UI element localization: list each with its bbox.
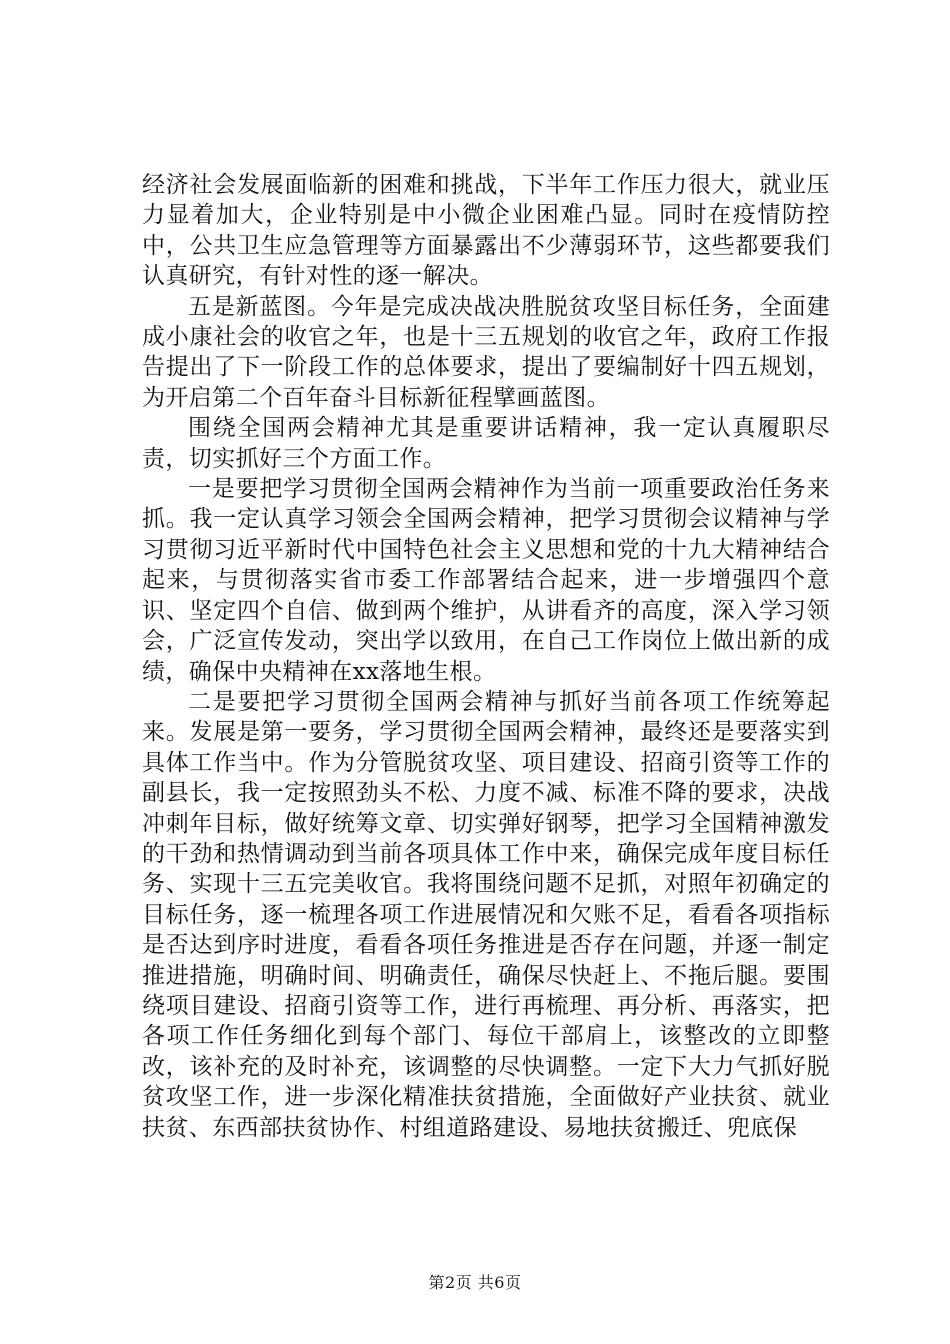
- paragraph-2: 五是新蓝图。今年是完成决战决胜脱贫攻坚目标任务，全面建成小康社会的收官之年，也是十三五规划的收官之年，政府工作报告提出了下一阶段工作的总体要求，提出了要编制好十四五规划，为开启第二个百年奋斗目标新征程擘画蓝图。: [142, 293, 830, 411]
- paragraph-3: 围绕全国两会精神尤其是重要讲话精神，我一定认真履职尽责，切实抓好三个方面工作。: [142, 415, 830, 472]
- page-footer: 第2页 共6页: [428, 1273, 522, 1292]
- paragraph-1: 经济社会发展面临新的困难和挑战，下半年工作压力很大，就业压力显着加大，企业特别是中小微企业困难凸显。同时在疫情防控中，公共卫生应急管理等方面暴露出不少薄弱环节，这些都要我们认真研究，有针对性的逐一解决。: [142, 172, 830, 290]
- paragraph-5: 二是要把学习贯彻全国两会精神与抓好当前各项工作统筹起来。发展是第一要务，学习贯彻全国两会精神，最终还是要落实到具体工作当中。作为分管脱贫攻坚、项目建设、招商引资等工作的副县长，我一定按照劲头不松、力度不减、标准不降的要求，决战冲刺年目标，做好统筹文章、切实弹好钢琴，把学习全国精神激发的干劲和热情调动到当前各项具体工作中来，确保完成年度目标任务、实现十三五完美收官。我将围绕问题不足抓，对照年初确定的目标任务，逐一梳理各项工作进展情况和欠账不足，看看各项指标是否达到序时进度，看看各项任务推进是否存在问题，并逐一制定推进措施，明确时间、明确责任，确保尽快赶上、不拖后腿。要围绕项目建设、招商引资等工作，进行再梳理、再分析、再落实，把各项工作任务细化到每个部门、每位干部肩上，该整改的立即整改，该补充的及时补充，该调整的尽快调整。一定下大力气抓好脱贫攻坚工作，进一步深化精准扶贫措施，全面做好产业扶贫、就业扶贫、东西部扶贫协作、村组道路建设、易地扶贫搬迁、兜底保: [142, 688, 830, 1141]
- document-body: [142, 170, 830, 1143]
- paragraph-4: 一是要把学习贯彻全国两会精神作为当前一项重要政治任务来抓。我一定认真学习领会全国两会精神，把学习贯彻会议精神与学习贯彻习近平新时代中国特色社会主义思想和党的十九大精神结合起来，与贯彻落实省市委工作部署结合起来，进一步增强四个意识、坚定四个自信、做到两个维护，从讲看齐的高度，深入学习领会，广泛宣传发动，突出学以致用，在自己工作岗位上做出新的成绩，确保中央精神在xx落地生根。: [142, 476, 830, 685]
